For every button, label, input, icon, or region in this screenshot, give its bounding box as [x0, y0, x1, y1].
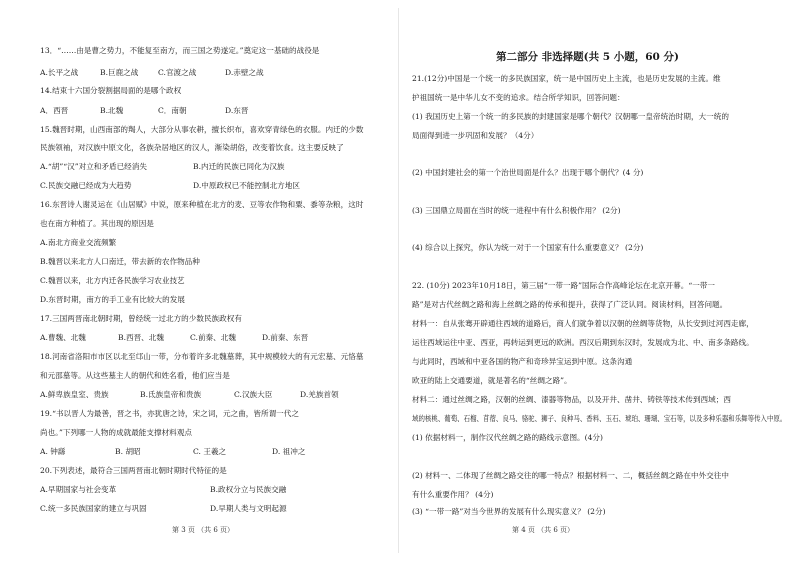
q14-option-d[interactable]: D.东晋 — [225, 106, 249, 115]
q17-option-a[interactable]: A.曹魏、北魏 — [40, 333, 86, 342]
q13-option-d[interactable]: D.赤壁之战 — [225, 68, 264, 77]
q20-option-a[interactable]: A.早期国家与社会变革 — [40, 485, 117, 494]
q21-sub2: (2) 中国封建社会的第一个治世局面是什么？出现于哪个朝代？(4 分) — [412, 168, 644, 177]
q18-option-c[interactable]: C.汉族大臣 — [234, 390, 273, 399]
q19-option-d[interactable]: D. 祖冲之 — [272, 447, 306, 456]
q13-option-a[interactable]: A.长平之战 — [40, 68, 79, 77]
q18-stem-line2: 和元邵墓等。从这些墓主人的朝代和姓名看，他们应当是 — [40, 371, 230, 380]
q19-option-a[interactable]: A. 钟繇 — [40, 447, 66, 456]
q14-option-a[interactable]: A．西晋 — [40, 106, 69, 115]
q19-stem-line2: 尚也。”下列哪一人物的成就最能支撑材料观点 — [40, 428, 192, 437]
q16-stem-line2: 也在南方种植了。其出现的原因是 — [40, 219, 154, 228]
page-divider — [398, 8, 399, 553]
q20-stem: 20.下列表述，最符合三国两晋南北朝时期时代特征的是 — [40, 466, 227, 475]
q22-sub2-line1: (2) 材料一、二体现了丝绸之路交往的哪一特点？根据材料一、二，概括丝绸之路在中外交往中 — [412, 471, 729, 480]
q15-option-d[interactable]: D.中原政权已不能控制北方地区 — [193, 181, 300, 190]
q21-sub4: (4) 综合以上探究，你认为统一对于一个国家有什么重要意义？ (2分) — [412, 243, 644, 252]
q18-option-b[interactable]: B.氐族皇帝和贵族 — [140, 390, 202, 399]
q22-intro-line1: 22. (10分) 2023年10月18日，第三届“一带一路”国际合作高峰论坛在北京开幕。“一带一 — [412, 281, 716, 290]
q20-option-d[interactable]: D.早期人类与文明起源 — [210, 504, 287, 513]
part-two-title: 第二部分 非选择题(共 5 小题，60 分) — [496, 51, 679, 63]
q21-intro-line1: 21.(12分)中国是一个统一的多民族国家，统一是中国历史上主流，也是历史发展的主流。维 — [412, 74, 721, 83]
left-page-footer: 第 3 页 （共 6 页） — [172, 526, 235, 534]
q16-option-c[interactable]: C.魏晋以来，北方内迁各民族学习农业技艺 — [40, 276, 185, 285]
q15-stem-line1: 15.魏晋时期，山西南部的羯人，大部分从事农耕，擅长织布，喜欢穿青绿色的衣服。内迁的少数 — [40, 125, 364, 134]
q21-intro-line2: 护祖国统一是中华儿女不变的追求。结合所学知识，回答问题： — [412, 93, 625, 102]
q13-stem: 13．“……由是曹之势力，不能复至南方，而三国之势遂定。”奠定这一基础的战役是 — [40, 46, 320, 55]
q16-option-a[interactable]: A.南北方商业交流频繁 — [40, 238, 117, 247]
q19-option-b[interactable]: B. 胡昭 — [115, 447, 141, 456]
q16-stem-line1: 16.东晋诗人谢灵运在《山居赋》中说，原来种植在北方的麦、豆等农作物和粟、黍等杂粮，这时 — [40, 200, 364, 209]
q18-stem-line1: 18.河南省洛阳市市区以北至邙山一带，分布着许多北魏墓葬，其中规模较大的有元宏墓、元恪墓 — [40, 352, 364, 361]
q18-option-d[interactable]: D.羌族首领 — [300, 390, 339, 399]
q19-option-c[interactable]: C. 王羲之 — [193, 447, 227, 456]
q20-option-b[interactable]: B.政权分立与民族交融 — [210, 485, 287, 494]
q13-option-b[interactable]: B.巨鹿之战 — [100, 68, 139, 77]
q15-option-b[interactable]: B.内迁的民族已同化为汉族 — [193, 162, 285, 171]
right-page-footer: 第 4 页 （共 6 页） — [512, 526, 575, 534]
q19-stem-line1: 19.“书以晋人为最善，晋之书，亦犹唐之诗，宋之词，元之曲，皆所谓一代之 — [40, 409, 299, 418]
q22-material1-line4: 欧亚的陆上交通要道，就是著名的“丝绸之路”。 — [412, 376, 572, 385]
q14-option-c[interactable]: C．南朝 — [158, 106, 187, 115]
q18-option-a[interactable]: A.鲜卑族皇室、贵族 — [40, 390, 109, 399]
q15-stem-line2: 民族领袖，对汉族中原文化，各族杂居地区的汉人，渐染胡俗，改变着饮食。这主要反映了 — [40, 143, 344, 152]
q20-option-c[interactable]: C.统一多民族国家的建立与巩固 — [40, 504, 147, 513]
q15-option-a[interactable]: A.“胡”“汉”对立和矛盾已经消失 — [40, 162, 147, 171]
q17-option-b[interactable]: B.西晋、北魏 — [118, 333, 164, 342]
q16-option-d[interactable]: D.东晋时期，南方的手工业有比较大的发展 — [40, 295, 185, 304]
q17-stem: 17.三国两晋南北朝时期，曾经统一过北方的少数民族政权有 — [40, 314, 242, 323]
q22-intro-line2: 路”是对古代丝绸之路和海上丝绸之路的传承和提升，获得了广泛认同。阅读材料，回答问题。 — [412, 300, 728, 309]
q15-option-c[interactable]: C.民族交融已经成为大趋势 — [40, 181, 132, 190]
q17-option-c[interactable]: C.前秦、北魏 — [190, 333, 236, 342]
q21-sub1-line2: 局面得到进一步巩固和发展？（4分） — [412, 131, 539, 140]
q14-option-b[interactable]: B.北魏 — [100, 106, 124, 115]
q14-stem: 14.结束十六国分裂割据局面的是哪个政权 — [40, 86, 182, 95]
q16-option-b[interactable]: B.魏晋以来北方人口南迁，带去新的农作物品种 — [40, 257, 200, 266]
q22-material2-line1: 材料二：通过丝绸之路，汉朝的丝绸、漆器等物品，以及开井、凿井、铸铁等技术传到西域；西 — [412, 395, 731, 404]
q22-material1-line2: 运往西域运往中亚、西亚，再转运到更远的欧洲。西汉后期到东汉时，发展成为北、中、南多条路线。 — [412, 338, 754, 347]
q22-material2-line2: 域的核桃、葡萄、石榴、苜蓿、良马、骆驼、狮子、良种马、香料、玉石、琥珀、珊瑚、宝石等，以及多种乐器和乐舞等传入中原。 — [412, 414, 787, 423]
q22-material1-line1: 材料一：自从张骞开辟通往西域的道路后，商人们就争着以汉朝的丝绸等货物，从长安到过河西走廊， — [412, 319, 754, 328]
q13-option-c[interactable]: C.官渡之战 — [158, 68, 197, 77]
q22-sub3: (3) “一带一路”对当今世界的发展有什么现实意义？ (2分) — [412, 507, 606, 516]
q21-sub1-line1: (1) 我国历史上第一个统一的多民族的封建国家是哪个朝代？汉朝哪一皇帝统治时期，大一统的 — [412, 112, 729, 121]
q22-sub2-line2: 有什么重要作用？ (4分) — [412, 490, 494, 499]
q21-sub3: (3) 三国鼎立局面在当时的统一进程中有什么积极作用？ (2分) — [412, 206, 621, 215]
q22-sub1: (1) 依据材料一，制作汉代丝绸之路的路线示意图。(4分) — [412, 433, 603, 442]
q17-option-d[interactable]: D.前秦、东晋 — [262, 333, 309, 342]
q22-material1-line3: 与此同时，西域和中亚各国的物产和奇珍异宝运到中原。这条沟通 — [412, 357, 633, 366]
